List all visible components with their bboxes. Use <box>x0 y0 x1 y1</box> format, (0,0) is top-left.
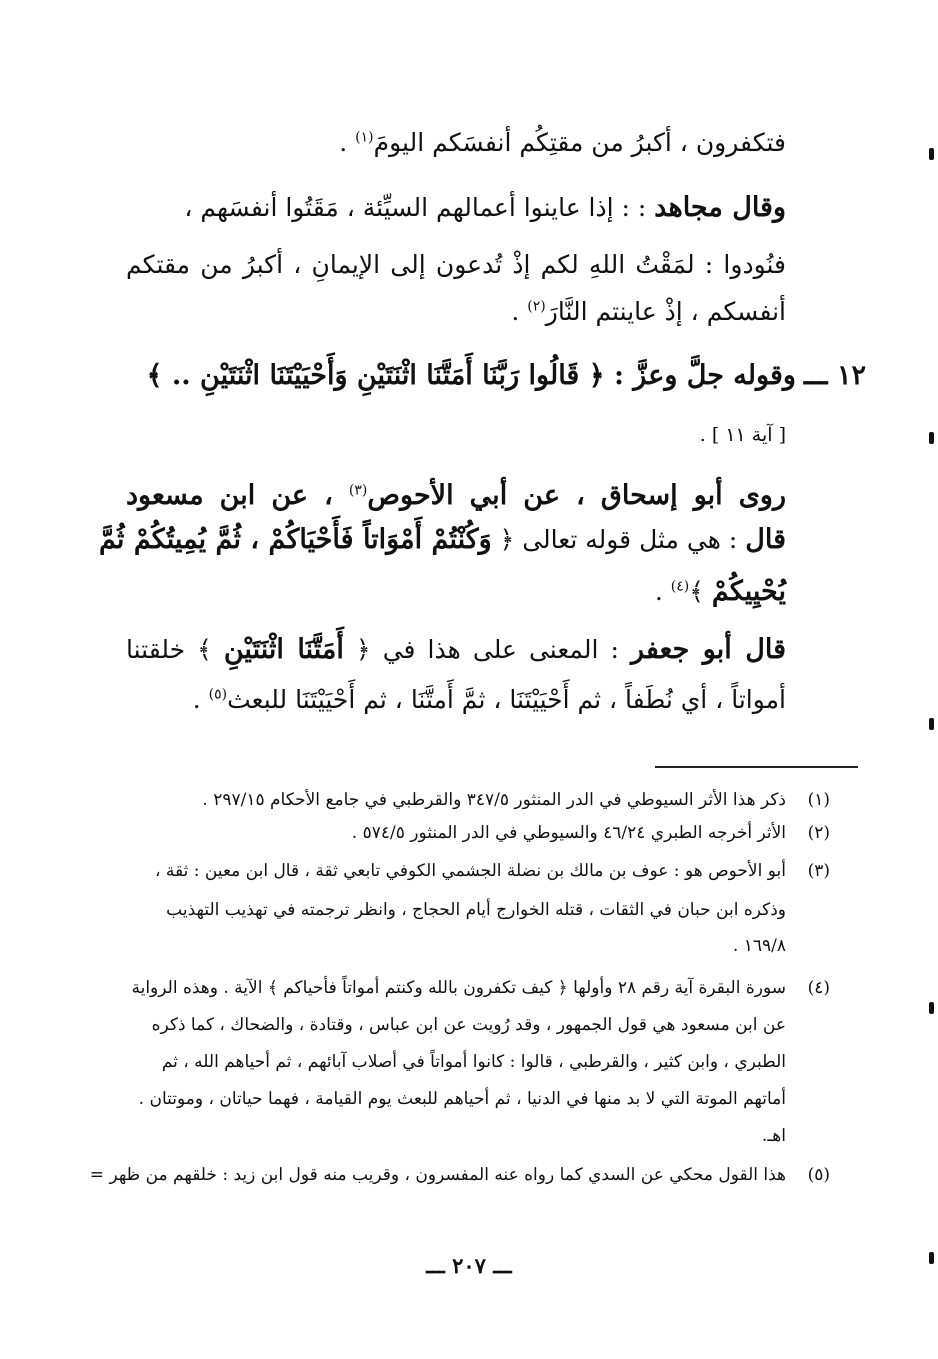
page-number: ـــ ٢٠٧ ـــ <box>426 1253 512 1278</box>
footnote-2: (٢)الأثر أخرجه الطبري ٤٦/٢٤ والسيوطي في الدر المنثور ٥٧٤/٥ . <box>352 818 830 848</box>
text-line-2: وقال مجاهد : : إذا عاينوا أعمالهم السيِّئة ، مَقَتُوا أنفسَهم ، <box>184 192 786 223</box>
footnote-number: (٢) <box>807 823 830 843</box>
footnote-4-line-2: عن ابن مسعود هي قول الجمهور ، وقد رُويت عن ابن عباس ، وقتادة ، والضحاك ، كما ذكره <box>151 1015 786 1035</box>
footnote-number: (١) <box>807 790 830 810</box>
text-line-8: قال : هي مثل قوله تعالى ﴿ وَكُنْتُمْ أَمْوَاتاً فَأَحْيَاكُمْ ، ثُمَّ يُمِيتُكُمْ ثُمَّ <box>98 524 786 555</box>
footnote-ref-3[interactable]: (٣) <box>348 482 368 499</box>
scan-mark <box>929 1252 934 1264</box>
text-line-9: يُحْيِيكُمْ ﴾$^{(٤)}$ . <box>654 576 786 607</box>
footnote-1: (١)ذكر هذا الأثر السيوطي في الدر المنثور ٣٤٧/٥ والقرطبي في جامع الأحكام ٢٩٧/١٥ . <box>202 785 830 815</box>
footnote-4-line-3: الطبري ، وابن كثير ، والقرطبي ، قالوا : كانوا أمواتاً في أصلاب آبائهم ، ثم أحياهم الله ، ثم <box>161 1052 786 1072</box>
footnote-4: (٤)سورة البقرة آية رقم ٢٨ وأولها ﴿ كيف تكفرون بالله وكنتم أمواتاً فأحياكم ﴾ الآية . وهذه الرواية <box>131 973 830 1003</box>
footnote-5: (٥)هذا القول محكي عن السدي كما رواه عنه المفسرون ، وقريب منه قول ابن زيد : خلقهم من ظهر = <box>90 1160 830 1190</box>
footnote-number: (٤) <box>807 978 830 998</box>
scan-mark <box>929 148 934 160</box>
text-line-7: روى أبو إسحاق ، عن أبي الأحوص$^{(٣)}$ ، عن ابن مسعود <box>126 480 787 511</box>
footnote-4-line-4: أماتهم الموتة التي لا بد منها في الدنيا ، ثم أحياهم للبعث يوم القيامة ، فهما حياتان ، وموتتان . <box>138 1089 786 1109</box>
text-line-4: أنفسكم ، إذْ عاينتم النَّارَ$^{(٢)}$ . <box>511 297 786 326</box>
footnote-ref-1[interactable]: (١) <box>355 129 374 146</box>
footnote-3-line-2: وذكره ابن حبان في الثقات ، قتله الخوارج أيام الحجاج ، وانظر ترجمته في تهذيب التهذيب <box>166 900 786 920</box>
scan-mark <box>929 1002 934 1014</box>
footnote-number: (٥) <box>807 1165 830 1185</box>
footnote-3: (٣)أبو الأحوص هو : عوف بن مالك بن نضلة الجشمي الكوفي تابعي ثقة ، قال ابن معين : ثقة ، <box>155 856 830 886</box>
footnote-4-line-5: اهـ. <box>761 1126 786 1146</box>
item-number: ١٢ ـــ <box>803 360 866 391</box>
verse-heading: وقوله جلَّ وعزَّ : ﴿ قَالُوا رَبَّنَا أَمَتَّنَا اثْنَتَيْنِ وَأَحْيَيْتَنَا اثْنَتَيْنِ .. ﴾ <box>146 360 796 391</box>
footnote-ref-4[interactable]: (٤) <box>670 578 690 595</box>
verse-reference: [ آية ١١ ] . <box>699 424 786 446</box>
footnote-ref-5[interactable]: (٥) <box>208 686 228 703</box>
text-line-10: قال أبو جعفر : المعنى على هذا في ﴿ أَمَتَّنَا اثْنَتَيْنِ ﴾ خلقتنا <box>126 634 787 665</box>
text-line-1: فتكفرون ، أكبرُ من مقتِكُم أنفسَكم اليومَ$^{(١)}$ . <box>339 128 786 157</box>
footnote-3-line-3: ١٦٩/٨ . <box>732 936 786 956</box>
footnote-separator <box>655 766 858 768</box>
footnote-ref-2[interactable]: (٢) <box>527 298 546 315</box>
footnote-number: (٣) <box>807 861 830 881</box>
text-line-3: فنُودوا : لمَقْتُ اللهِ لكم إذْ تُدعون إلى الإيمانِ ، أكبرُ من مقتكم <box>126 250 786 279</box>
speaker-name: وقال مجاهد <box>654 192 786 223</box>
scan-mark <box>929 432 934 444</box>
scan-mark <box>929 718 934 730</box>
verse-line-12 <box>147 356 866 396</box>
text-line-11: أمواتاً ، أي نُطَفاً ، ثم أَحْيَيْتَنَا ، ثمَّ أَمتَّنَا ، ثم أَحْيَيْتَنَا للبعث$^{(٥)}$ . <box>192 685 786 714</box>
